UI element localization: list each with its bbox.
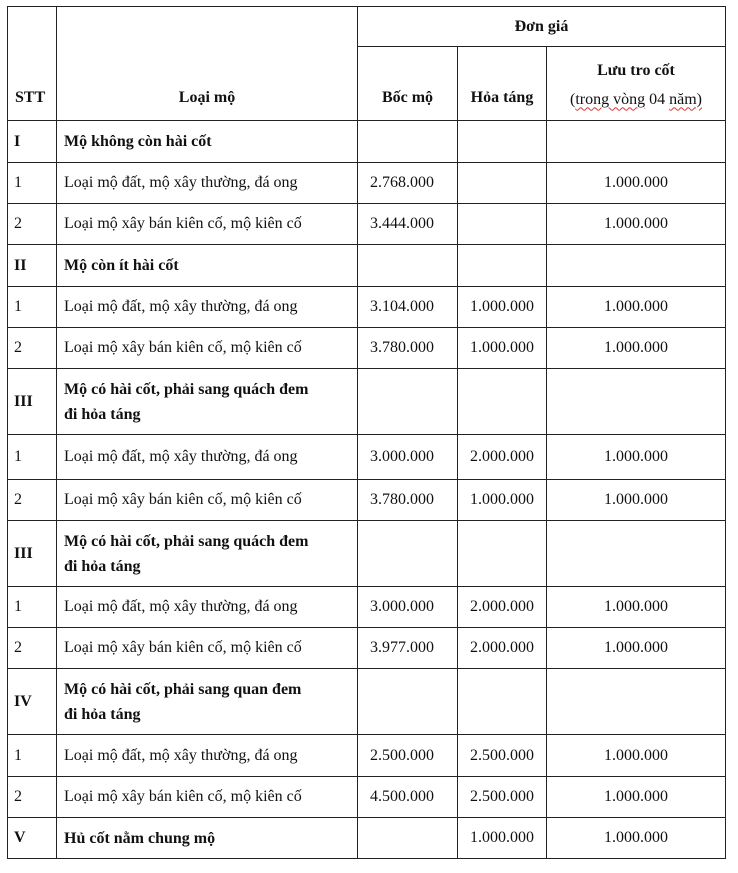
table-row (8, 204, 726, 245)
cell-loai-mo: Loại mộ xây bán kiên cố, mộ kiên cố (57, 777, 358, 818)
cell-loai-mo: Loại mộ xây bán kiên cố, mộ kiên cố (57, 204, 358, 245)
group-title-line-2: đi hỏa táng (64, 705, 141, 723)
header-luu-tro-cot (547, 47, 726, 121)
cell-hoa-tang (458, 163, 547, 204)
cell-loai-mo: Loại mộ xây bán kiên cố, mộ kiên cố (57, 328, 358, 369)
cell-loai-mo: Loại mộ xây bán kiên cố, mộ kiên cố (57, 480, 358, 521)
subtitle-years: năm) (669, 90, 702, 108)
cell-luu-tro: 1.000.000 (547, 163, 726, 204)
cell-hoa-tang (458, 121, 547, 163)
cell-loai-mo: Mộ còn ít hài cốt (57, 245, 358, 287)
subtitle-years-number: 04 (645, 90, 670, 108)
cell-boc-mo (358, 521, 458, 587)
cell-loai-mo: Loại mộ đất, mộ xây thường, đá ong (57, 435, 358, 480)
cell-stt: 1 (8, 287, 57, 328)
cell-hoa-tang: 2.000.000 (458, 587, 547, 628)
cell-luu-tro: 1.000.000 (547, 777, 726, 818)
cell-stt: 2 (8, 628, 57, 669)
cell-hoa-tang (458, 669, 547, 735)
cell-stt: I (8, 121, 57, 163)
cell-hoa-tang: 1.000.000 (458, 818, 547, 859)
cell-luu-tro: 1.000.000 (547, 818, 726, 859)
table-row (8, 163, 726, 204)
group-title-line-2: đi hỏa táng (64, 405, 141, 423)
subtitle-open-paren: ( (570, 90, 576, 108)
cell-boc-mo: 3.444.000 (358, 204, 458, 245)
cell-boc-mo: 3.104.000 (358, 287, 458, 328)
cell-luu-tro (547, 369, 726, 435)
cell-boc-mo (358, 245, 458, 287)
header-luu-tro-subtitle (554, 85, 718, 115)
cell-stt: III (8, 521, 57, 587)
cell-boc-mo: 3.780.000 (358, 480, 458, 521)
cell-loai-mo: Loại mộ đất, mộ xây thường, đá ong (57, 163, 358, 204)
group-row (8, 245, 726, 287)
cell-stt: 2 (8, 204, 57, 245)
cell-boc-mo: 2.768.000 (358, 163, 458, 204)
cell-loai-mo (57, 669, 358, 735)
cell-boc-mo (358, 369, 458, 435)
cell-stt: II (8, 245, 57, 287)
cell-boc-mo: 3.977.000 (358, 628, 458, 669)
cell-luu-tro: 1.000.000 (547, 480, 726, 521)
price-table (7, 6, 726, 859)
group-title-line-1: Mộ có hài cốt, phải sang quan đem (64, 680, 302, 698)
cell-stt: 1 (8, 735, 57, 777)
cell-hoa-tang (458, 369, 547, 435)
cell-hoa-tang (458, 521, 547, 587)
table-row (8, 735, 726, 777)
table-row (8, 480, 726, 521)
cell-loai-mo: Loại mộ đất, mộ xây thường, đá ong (57, 735, 358, 777)
cell-hoa-tang: 2.500.000 (458, 777, 547, 818)
header-loai-mo: Loại mộ (57, 7, 358, 121)
cell-stt: V (8, 818, 57, 859)
cell-loai-mo: Mộ không còn hài cốt (57, 121, 358, 163)
table-row (8, 587, 726, 628)
cell-loai-mo (57, 521, 358, 587)
header-don-gia: Đơn giá (358, 7, 726, 47)
cell-boc-mo (358, 818, 458, 859)
cell-stt: III (8, 369, 57, 435)
cell-boc-mo: 3.780.000 (358, 328, 458, 369)
table-row (8, 628, 726, 669)
table-row (8, 287, 726, 328)
header-luu-tro-title: Lưu tro cốt (597, 61, 675, 79)
group-row (8, 121, 726, 163)
group-row (8, 369, 726, 435)
cell-stt: 1 (8, 587, 57, 628)
cell-boc-mo: 3.000.000 (358, 435, 458, 480)
cell-hoa-tang: 1.000.000 (458, 287, 547, 328)
cell-boc-mo: 4.500.000 (358, 777, 458, 818)
group-title-line-1: Mộ có hài cốt, phải sang quách đem (64, 532, 309, 550)
cell-luu-tro (547, 121, 726, 163)
cell-stt: 2 (8, 480, 57, 521)
cell-luu-tro: 1.000.000 (547, 204, 726, 245)
cell-boc-mo (358, 669, 458, 735)
subtitle-within: trong vòng (575, 90, 646, 108)
cell-luu-tro (547, 245, 726, 287)
cell-hoa-tang: 2.000.000 (458, 628, 547, 669)
cell-stt: 1 (8, 163, 57, 204)
cell-luu-tro (547, 669, 726, 735)
cell-luu-tro: 1.000.000 (547, 735, 726, 777)
cell-hoa-tang: 1.000.000 (458, 328, 547, 369)
header-boc-mo: Bốc mộ (358, 47, 458, 121)
cell-hoa-tang (458, 245, 547, 287)
cell-boc-mo (358, 121, 458, 163)
cell-luu-tro: 1.000.000 (547, 587, 726, 628)
cell-luu-tro (547, 521, 726, 587)
cell-hoa-tang: 2.500.000 (458, 735, 547, 777)
header-stt: STT (8, 7, 57, 121)
header-hoa-tang: Hỏa táng (458, 47, 547, 121)
cell-loai-mo (57, 369, 358, 435)
cell-loai-mo: Hủ cốt nằm chung mộ (57, 818, 358, 859)
cell-luu-tro: 1.000.000 (547, 287, 726, 328)
group-row (8, 669, 726, 735)
cell-hoa-tang: 1.000.000 (458, 480, 547, 521)
cell-boc-mo: 2.500.000 (358, 735, 458, 777)
table-row (8, 328, 726, 369)
cell-hoa-tang: 2.000.000 (458, 435, 547, 480)
group-title-line-2: đi hỏa táng (64, 557, 141, 575)
cell-luu-tro: 1.000.000 (547, 628, 726, 669)
cell-stt: 2 (8, 328, 57, 369)
group-row (8, 818, 726, 859)
cell-stt: IV (8, 669, 57, 735)
group-row (8, 521, 726, 587)
cell-stt: 2 (8, 777, 57, 818)
cell-luu-tro: 1.000.000 (547, 435, 726, 480)
cell-loai-mo: Loại mộ đất, mộ xây thường, đá ong (57, 587, 358, 628)
cell-loai-mo: Loại mộ xây bán kiên cố, mộ kiên cố (57, 628, 358, 669)
table-row (8, 777, 726, 818)
cell-hoa-tang (458, 204, 547, 245)
group-title-line-1: Mộ có hài cốt, phải sang quách đem (64, 380, 309, 398)
cell-stt: 1 (8, 435, 57, 480)
cell-luu-tro: 1.000.000 (547, 328, 726, 369)
cell-boc-mo: 3.000.000 (358, 587, 458, 628)
table-row (8, 435, 726, 480)
cell-loai-mo: Loại mộ đất, mộ xây thường, đá ong (57, 287, 358, 328)
